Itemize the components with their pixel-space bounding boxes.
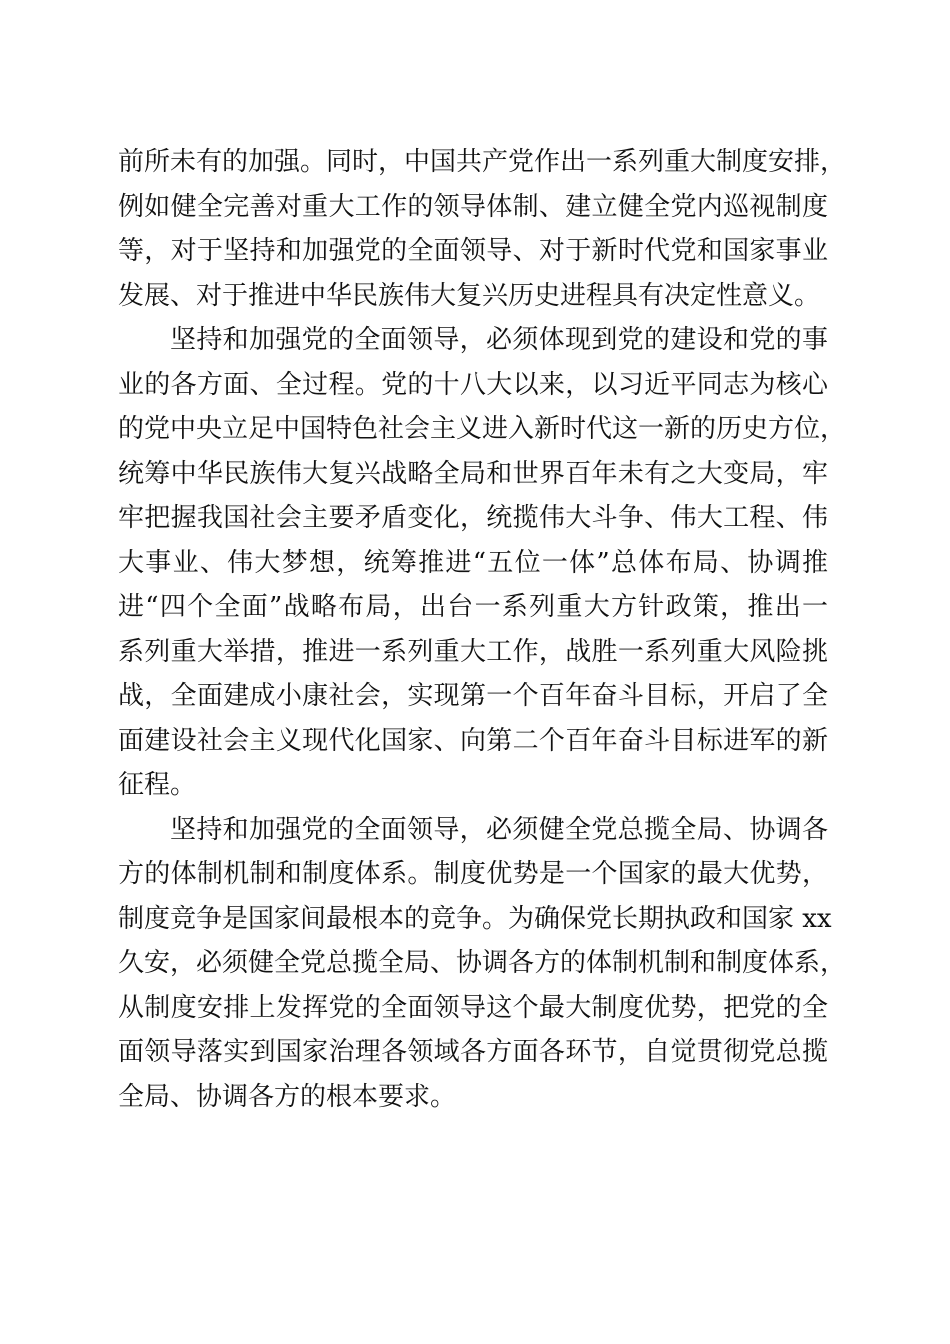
text-line: 系列重大举措，推进一系列重大工作，战胜一系列重大风险挑 <box>118 636 828 667</box>
text-line: 坚持和加强党的全面领导，必须健全党总揽全局、协调各 <box>170 814 828 845</box>
text-line: 等，对于坚持和加强党的全面领导、对于新时代党和国家事业 <box>118 236 828 266</box>
text-line: 全局、协调各方的根本要求。 <box>118 1081 457 1112</box>
text-line: 面领导落实到国家治理各领域各方面各环节，自觉贯彻党总揽 <box>118 1037 828 1067</box>
text-line: 战，全面建成小康社会，实现第一个百年奋斗目标，开启了全 <box>118 681 828 711</box>
paragraph-1 <box>118 140 847 318</box>
text-line: 牢把握我国社会主要矛盾变化，统揽伟大斗争、伟大工程、伟 <box>118 503 828 533</box>
text-line: 业的各方面、全过程。党的十八大以来，以习近平同志为核心 <box>118 369 828 400</box>
text-line: 前所未有的加强。同时，中国共产党作出一系列重大制度安排， <box>118 147 847 177</box>
text-line: 的党中央立足中国特色社会主义进入新时代这一新的历史方位， <box>118 414 847 444</box>
text-line: 统筹中华民族伟大复兴战略全局和世界百年未有之大变局，牢 <box>118 458 828 489</box>
text-line: 发展、对于推进中华民族伟大复兴历史进程具有决定性意义。 <box>118 280 821 311</box>
text-line: 征程。 <box>118 770 197 800</box>
document-body <box>118 140 847 1119</box>
text-line: 制度竞争是国家间最根本的竞争。为确保党长期执政和国家 xx <box>118 903 832 934</box>
paragraph-3 <box>118 808 847 1120</box>
text-line: 面建设社会主义现代化国家、向第二个百年奋斗目标进军的新 <box>118 725 828 756</box>
text-line: 例如健全完善对重大工作的领导体制、建立健全党内巡视制度 <box>118 191 828 222</box>
paragraph-2 <box>118 318 847 808</box>
text-line: 方的体制机制和制度体系。制度优势是一个国家的最大优势， <box>118 859 828 889</box>
text-line: 大事业、伟大梦想，统筹推进“五位一体”总体布局、协调推 <box>118 547 828 578</box>
text-line: 久安，必须健全党总揽全局、协调各方的体制机制和制度体系， <box>118 948 847 978</box>
text-line: 从制度安排上发挥党的全面领导这个最大制度优势，把党的全 <box>118 992 828 1023</box>
text-line: 坚持和加强党的全面领导，必须体现到党的建设和党的事 <box>170 325 828 355</box>
text-line: 进“四个全面”战略布局，出台一系列重大方针政策，推出一 <box>118 592 828 622</box>
